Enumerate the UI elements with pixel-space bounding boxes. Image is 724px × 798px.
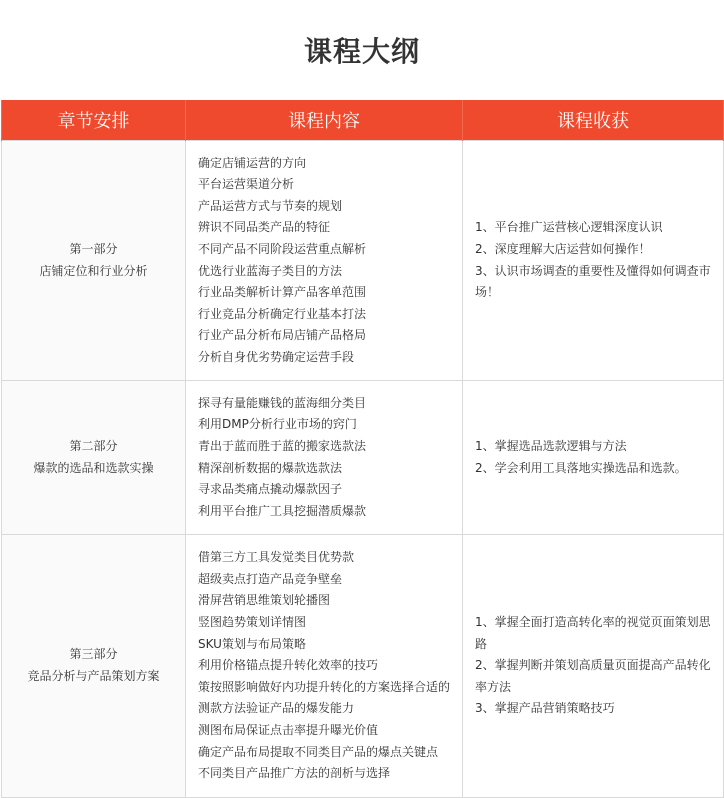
table-row	[2, 535, 724, 798]
table-row	[2, 381, 724, 535]
content-cell	[186, 381, 463, 535]
list-item: 滑屏营销思维策划轮播图	[198, 593, 331, 608]
gain-cell	[463, 381, 724, 535]
list-item: 不同类目产品推广方法的剖析与选择	[198, 766, 391, 781]
list-item: 寻求品类痛点撬动爆款因子	[198, 482, 343, 497]
chapter-cell	[2, 141, 186, 381]
chapter-cell	[2, 535, 186, 798]
list-item: SKU策划与布局策略	[198, 636, 306, 651]
chapter-part: 第二部分	[69, 438, 118, 453]
list-item: 竖图趋势策划详情图	[198, 615, 307, 630]
content-cell	[186, 141, 463, 381]
chapter-cell	[2, 381, 186, 535]
gain-item: 1、掌握全面打造高转化率的视觉页面策划思路	[475, 615, 711, 651]
chapter-part: 第三部分	[69, 647, 118, 662]
list-item: 不同产品不同阶段运营重点解析	[198, 241, 367, 256]
list-item: 行业竞品分析确定行业基本打法	[198, 306, 367, 321]
chapter-part: 第一部分	[69, 241, 118, 256]
list-item: 行业品类解析计算产品客单范围	[198, 285, 367, 300]
list-item: 精深剖析数据的爆款选款法	[198, 460, 343, 475]
header-gain: 课程收获	[463, 100, 724, 141]
content-cell	[186, 535, 463, 798]
gain-item: 1、平台推广运营核心逻辑深度认识	[475, 220, 663, 235]
list-item: 利用DMP分析行业市场的窍门	[198, 417, 357, 432]
chapter-title: 爆款的选品和选款实操	[33, 460, 154, 475]
list-item: 平台运营渠道分析	[198, 177, 295, 192]
gain-item: 3、认识市场调查的重要性及懂得如何调查市场！	[475, 263, 711, 300]
list-item: 测图布局保证点击率提升曝光价值	[198, 722, 379, 737]
list-item: 利用价格锚点提升转化效率的技巧	[198, 658, 379, 673]
table-header-row	[2, 100, 724, 141]
chapter-title: 店铺定位和行业分析	[39, 263, 148, 278]
list-item: 确定店铺运营的方向	[198, 155, 307, 170]
list-item: 行业产品分析布局店铺产品格局	[198, 328, 367, 343]
list-item: 优选行业蓝海子类目的方法	[198, 263, 343, 278]
list-item: 确定产品布局提取不同类目产品的爆点关键点	[198, 744, 439, 759]
header-content: 课程内容	[186, 100, 463, 141]
gain-item: 2、深度理解大店运营如何操作！	[475, 241, 651, 256]
header-chapter: 章节安排	[2, 100, 186, 141]
list-item: 超级卖点打造产品竞争壁垒	[198, 571, 343, 586]
list-item: 利用平台推广工具挖掘潜质爆款	[198, 503, 367, 518]
gain-item: 2、掌握判断并策划高质量页面提高产品转化率方法	[475, 658, 711, 694]
gain-cell	[463, 141, 724, 381]
list-item: 产品运营方式与节奏的规划	[198, 198, 343, 213]
gain-item: 2、学会利用工具落地实操选品和选款。	[475, 460, 687, 475]
list-item: 策按照影响做好内功提升转化的方案选择合适的	[198, 679, 451, 694]
list-item: 青出于蓝而胜于蓝的搬家选款法	[198, 438, 367, 453]
course-outline-table	[1, 100, 724, 798]
list-item: 借第三方工具发觉类目优势款	[198, 550, 355, 565]
page-title: 课程大纲	[303, 35, 420, 68]
chapter-title: 竞品分析与产品策划方案	[27, 669, 160, 683]
list-item: 探寻有量能赚钱的蓝海细分类目	[198, 395, 367, 410]
gain-cell	[463, 535, 724, 798]
gain-item: 3、掌握产品营销策略技巧	[475, 701, 615, 716]
list-item: 辨识不同品类产品的特征	[198, 220, 331, 235]
gain-item: 1、掌握选品选款逻辑与方法	[475, 438, 627, 453]
table-row	[2, 141, 724, 381]
list-item: 测款方法验证产品的爆发能力	[198, 701, 355, 716]
list-item: 分析自身优劣势确定运营手段	[198, 349, 355, 364]
